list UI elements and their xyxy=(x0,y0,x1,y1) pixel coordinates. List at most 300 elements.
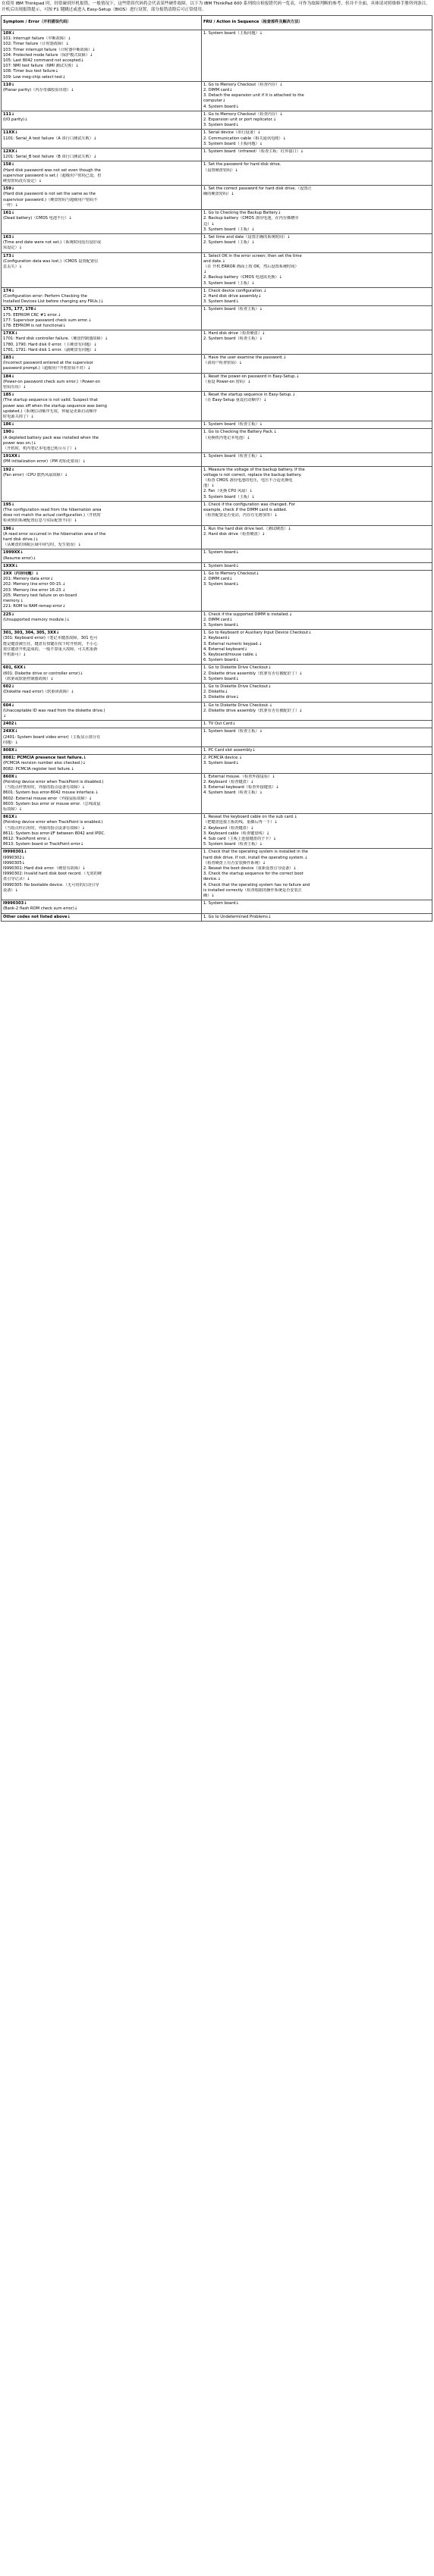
action-line: 3. External numeric keypad.↓ xyxy=(203,641,263,646)
symptom-line: I9990301↓ xyxy=(3,850,27,855)
table-row xyxy=(2,571,432,611)
action-line: 1. System board（检查主板）↓ xyxy=(203,422,263,427)
symptom-line: 301, 303, 304, 305, 3XX↓ xyxy=(3,631,60,636)
action-line: hard disk drive. If not, install the operating system.↓ xyxy=(203,855,308,860)
symptom-cell xyxy=(2,130,202,149)
action-line: 1. Go to Checking the Battery Pack.↓ xyxy=(203,430,277,435)
table-row xyxy=(2,900,432,913)
symptom-line: 2XX（内存问题）↓ xyxy=(3,571,39,577)
action-line: 3. System board（主板问题）↓ xyxy=(203,141,263,146)
symptom-line: (Unacceptable ID was read from the diskette drive.) xyxy=(3,708,105,713)
table-row xyxy=(2,721,432,728)
symptom-line: (Pointing device error when TrackPoint is enabled.) xyxy=(3,820,103,825)
action-line: 池）↓ xyxy=(203,484,215,489)
action-line: 1. System board（infrared）（检查主板：红外接口）↓ xyxy=(203,149,304,155)
action-line: 3. System board↓ xyxy=(203,582,239,587)
action-line: 4. External keyboard↓ xyxy=(203,646,248,652)
table-row xyxy=(2,814,432,849)
action-line: （检查硬盘上有否安装操作系统）↓ xyxy=(203,860,266,865)
action-cell xyxy=(202,252,432,287)
action-line: 1. Set the correct password for hard disk drive.（设置正 xyxy=(203,186,312,192)
action-line: 2. Hard disk drive（检查硬盘）↓ xyxy=(203,531,266,537)
symptom-line: 860X↓ xyxy=(3,774,18,779)
action-line: 4. System board↓ xyxy=(203,104,239,109)
action-line: 2. Diskette drive assembly（软驱有否有被配好了）↓ xyxy=(203,708,303,713)
symptom-line: 174↓ xyxy=(3,288,15,293)
action-line: 1. System board↓ xyxy=(203,901,239,906)
symptom-line: hard disk drive.)↓ xyxy=(3,537,39,543)
symptom-line: 190↓ xyxy=(3,430,15,435)
action-line: （在 开机 ERROR 画面上按 OK，然后设置系统时间） xyxy=(203,264,299,269)
action-line: 2. Diskette drive assembly（软驱有否有被配好了）↓ xyxy=(203,671,303,676)
symptom-line: 205: Memory test failure on on-board xyxy=(3,593,77,598)
action-line: device.↓ xyxy=(203,877,222,882)
symptom-line: 173↓ xyxy=(3,253,15,258)
symptom-line: 12XX↓ xyxy=(3,149,18,155)
symptom-line: 8613: System board or TrackPoint error↓ xyxy=(3,842,84,847)
symptom-line: 能是键盘被压住，键盘有按键在按下时开机时，不小心 xyxy=(3,641,98,646)
action-line: 确）↓ xyxy=(203,894,215,899)
symptom-cell xyxy=(2,453,202,466)
symptom-line: 861X↓ xyxy=(3,815,18,820)
table-row xyxy=(2,429,432,453)
action-cell xyxy=(202,562,432,570)
symptom-line: I9990305↓ xyxy=(3,860,25,865)
action-line: 1. Go to Memory Checkout（检查内存）↓ xyxy=(203,111,283,117)
symptom-line: 设备）↓ xyxy=(3,887,18,893)
symptom-cell xyxy=(2,421,202,429)
symptom-line: 息丢失）↓ xyxy=(3,264,23,269)
symptom-line: (Diskette read error)（软驱读故障）↓ xyxy=(3,690,74,695)
action-cell xyxy=(202,306,432,330)
symptom-line: (Pointing device error when TrackPoint is disabled.) xyxy=(3,779,104,784)
action-cell xyxy=(202,453,432,466)
symptom-line: 8601: System bus error-8042 mouse interface.↓ xyxy=(3,790,99,796)
symptom-line: 203: Memory line error 16-23.↓ xyxy=(3,587,66,593)
symptom-line: 192↓ xyxy=(3,467,15,472)
symptom-line: （软驱或软驱控制器故障）↓ xyxy=(3,676,54,681)
table-row xyxy=(2,665,432,684)
symptom-line: (Fan error)（CPU 散热风扇故障）↓ xyxy=(3,472,68,477)
action-cell xyxy=(202,210,432,234)
symptom-line: 184↓ xyxy=(3,374,15,379)
symptom-line: 105: Last 8042 command not accepted↓ xyxy=(3,58,84,64)
action-cell xyxy=(202,466,432,501)
symptom-line: (Power-on password check sum error.)（Power-on xyxy=(3,379,100,384)
action-line: 3. System board（主板）↓ xyxy=(203,494,255,499)
action-line: is installed correctly（检查根据的操作系统是否安装正 xyxy=(203,887,302,893)
action-cell xyxy=(202,773,432,813)
action-line: 1. External mouse.（检查外接鼠标）↓ xyxy=(203,774,275,779)
symptom-cell xyxy=(2,252,202,287)
action-line: 1. Check if the configuration was changed. For xyxy=(203,502,295,507)
symptom-line: 185↓ xyxy=(3,393,15,398)
action-line: 5. Keyboard/mouse cable.↓ xyxy=(203,652,258,657)
table-row xyxy=(2,630,432,665)
symptom-cell xyxy=(2,429,202,453)
symptom-line: 225↓ xyxy=(3,612,15,617)
action-line: 3. System board↓ xyxy=(203,299,239,305)
table-row xyxy=(2,373,432,392)
symptom-cell xyxy=(2,161,202,186)
symptom-line: password prompt.)（超级用户开机密码不对）↓ xyxy=(3,366,91,371)
action-cell xyxy=(202,665,432,684)
symptom-cell xyxy=(2,702,202,721)
action-line: 2. Keyboard↓ xyxy=(203,636,231,641)
action-line: computer↓ xyxy=(203,99,226,104)
symptom-line: power was off when the startup sequence was being xyxy=(3,403,107,408)
symptom-line: (Bank-2 flash ROM check sum error)↓ xyxy=(3,906,78,912)
action-line: 6. System board↓ xyxy=(203,658,239,663)
action-line: （检查 CMOS 备份电池的电压，电压不合适更换电 xyxy=(203,478,293,484)
action-cell xyxy=(202,30,432,82)
symptom-line: 盘引导记录）↓ xyxy=(3,877,30,882)
symptom-line: (The startup sequence is not valid. Suspect that xyxy=(3,398,98,403)
action-line: （设置硬盘密码）↓ xyxy=(203,167,238,173)
symptom-cell xyxy=(2,525,202,549)
symptom-line: （当指点杆启用时，外接的指点设备有故障）↓ xyxy=(3,825,86,831)
table-row xyxy=(2,392,432,421)
action-cell xyxy=(202,161,432,186)
table-row xyxy=(2,913,432,921)
action-line: 1. Go to Keyboard or Auxiliary Input Device Checkout↓ xyxy=(203,631,312,636)
action-line: 3. System board（主板）↓ xyxy=(203,227,255,232)
symptom-line: supervisor password.)（硬盘密码与超级用户密码不 xyxy=(3,197,98,202)
action-line: 1. System board（检查主板）↓ xyxy=(203,307,263,312)
symptom-line: 101: Interrupt failure（中断故障）↓ xyxy=(3,36,71,42)
action-line: 2. DIMM card↓ xyxy=(203,617,233,622)
symptom-line: 107: NMI test failure（NMI 测试失败）↓ xyxy=(3,64,79,69)
action-cell xyxy=(202,501,432,525)
symptom-line: 186↓ xyxy=(3,422,15,427)
symptom-line: 8081: PCMCIA presence test failure.↓ xyxy=(3,756,86,761)
action-line: 1. Go to Undetermined Problems↓ xyxy=(203,914,272,919)
action-line: 1. System board↓ xyxy=(203,563,239,568)
symptom-cell xyxy=(2,773,202,813)
symptom-line: 175, 177, 178↓ xyxy=(3,307,37,312)
table-row xyxy=(2,755,432,774)
action-line: 1. Set the password for hard disk drive. xyxy=(203,162,281,167)
action-cell xyxy=(202,525,432,549)
table-row xyxy=(2,453,432,466)
symptom-line: 163↓ xyxy=(3,234,15,239)
action-line: （把键盘连接主板的线，重插后再一下）↓ xyxy=(203,820,278,825)
action-line: 1. Hard disk drive（检查硬盘）↓ xyxy=(203,331,266,336)
action-line: 3. System board↓ xyxy=(203,761,239,766)
action-line: 2. DIMM card↓ xyxy=(203,577,233,582)
symptom-cell xyxy=(2,913,202,921)
symptom-cell xyxy=(2,186,202,210)
action-line: 2. Hard disk drive assembly↓ xyxy=(203,293,262,299)
action-cell xyxy=(202,913,432,921)
symptom-line: 221: ROM to RAM remap error↓ xyxy=(3,604,66,609)
symptom-line: 201: Memory data error↓ xyxy=(3,577,54,582)
action-line: 2. DIMM card↓ xyxy=(203,88,233,93)
symptom-line: 104: Protected mode failure（保护模式故障）↓ xyxy=(3,52,93,58)
symptom-line: (2401: System board video error)（主板显示部分有 xyxy=(3,734,101,740)
action-line: 3. Keyboard cable（检查键盘线）↓ xyxy=(203,831,270,836)
action-line: （请用户检查密码）↓ xyxy=(203,361,243,366)
action-line: 1. System board（主板问题）↓ xyxy=(203,31,263,36)
symptom-line: 601, 6XX↓ xyxy=(3,665,27,671)
symptom-cell xyxy=(2,562,202,570)
symptom-line: 159↓ xyxy=(3,186,15,192)
symptom-cell xyxy=(2,111,202,130)
symptom-line: 8612: TrackPoint error.↓ xyxy=(3,837,51,842)
action-line: 4. Sub card（主板上连接键盘的子卡）↓ xyxy=(203,837,277,842)
action-line: 3. Detach the expansion unit if it is attached to the xyxy=(203,93,304,99)
symptom-line: 检读到的系统配置信息与实际配置不同）↓ xyxy=(3,518,77,524)
action-line: 2. System board（检查主板）↓ xyxy=(203,336,263,342)
symptom-cell xyxy=(2,287,202,306)
symptom-line: 8611: System bus error-I/F between 8042 and IPDC. xyxy=(3,831,105,836)
symptom-line: 808X↓ xyxy=(3,747,18,753)
symptom-line: 问题）↓ xyxy=(3,740,18,745)
action-line: 2. System board（主板）↓ xyxy=(203,240,255,246)
action-line: ↓ xyxy=(203,270,207,275)
symptom-line: (I/O parity)↓ xyxy=(3,117,28,123)
symptom-line: 183↓ xyxy=(3,355,15,360)
table-row xyxy=(2,683,432,702)
action-line: 确的硬盘密码）↓ xyxy=(203,192,234,197)
header-symptom: Symptom / Error（开机错误代码） xyxy=(2,16,202,30)
action-line: 2. Reseat the boot device（重新设置引导设备）↓ xyxy=(203,866,297,872)
action-line: 1. Measure the voltage of the backup battery. If the xyxy=(203,467,305,472)
action-line: 3. Diskette drive↓ xyxy=(203,695,240,700)
action-line: 2. Keyboard（检查键盘）↓ xyxy=(203,825,254,831)
symptom-line: (The configuration read from the hibernation area xyxy=(3,508,102,513)
symptom-cell xyxy=(2,373,202,392)
action-line: 3. System board↓ xyxy=(203,622,239,628)
action-line: 3. External keyboard（检查外接键盘）↓ xyxy=(203,785,279,790)
symptom-line: 103: Timer interrupt failure（计时器中断故障）↓ xyxy=(3,47,96,52)
action-line: 2. Keyboard（检查键盘）↓ xyxy=(203,779,254,784)
symptom-cell xyxy=(2,747,202,754)
table-row xyxy=(2,421,432,429)
action-line: 1. Go to Diskette Drive Checkout↓ xyxy=(203,665,272,671)
action-line: 1. Go to Checking the Backup Battery↓ xyxy=(203,211,281,216)
table-row xyxy=(2,354,432,373)
symptom-line: 按住键盘开机造成的，一般不算重大故障，可关机重新 xyxy=(3,646,98,652)
symptom-line: 175: EEPROM CRC #1 error.↓ xyxy=(3,312,61,318)
symptom-line: I9990305: No bootable device.（无可用的启动引导 xyxy=(3,882,99,887)
symptom-cell xyxy=(2,721,202,728)
symptom-line: 1201: Serial_B test failure（B 串行口测试失败）↓ xyxy=(3,155,97,160)
action-cell xyxy=(202,849,432,900)
action-line: 3. System board↓ xyxy=(203,123,239,128)
action-cell xyxy=(202,721,432,728)
table-row xyxy=(2,111,432,130)
action-line: 1. Reseat the keyboard cable on the sub card.↓ xyxy=(203,815,297,820)
symptom-cell xyxy=(2,392,202,421)
action-line: 边）↓ xyxy=(203,221,215,227)
symptom-line: (601: Diskette drive or controller error)↓ xyxy=(3,671,83,676)
header-action: FRU / Action in Sequence（检查部件及解决方法） xyxy=(202,16,432,30)
action-cell xyxy=(202,900,432,913)
action-cell xyxy=(202,373,432,392)
table-row xyxy=(2,161,432,186)
action-line: 2. Diskette↓ xyxy=(203,690,228,695)
action-line: 1. System board↓ xyxy=(203,550,239,556)
symptom-cell xyxy=(2,665,202,684)
document-page xyxy=(0,0,434,923)
symptom-line: 110↓ xyxy=(3,82,15,87)
action-line: 2. Expansion unit or port replicator.↓ xyxy=(203,117,277,123)
symptom-line: 一样）↓ xyxy=(3,202,18,208)
symptom-line: 1999XX↓ xyxy=(3,550,24,556)
symptom-cell xyxy=(2,630,202,665)
intro-paragraph: 在使用 IBM Thinkpad 时，经常碰到开机报错，一般情况下，这些错误代码将会代表某些硬件故障。以下为 IBM ThinkPad 600 系列的自检报错代码一览表，可作为故障判断的参考，但并不全面，具体请对照维修手册所列条目。开机后出现报错提示，可按 F1 键跳过或进入 Easy-Setup（BIOS）进行设置，部分报错清除后可正常使用。 xyxy=(2,2,430,12)
table-row xyxy=(2,773,432,813)
action-line: 1. Go to Diskette Drive Checkout.↓ xyxy=(203,703,273,708)
table-row xyxy=(2,186,432,210)
action-cell xyxy=(202,233,432,252)
symptom-line: I9990302: Invalid hard disk boot record.（无效的硬 xyxy=(3,872,102,877)
symptom-line: 标故障）↓ xyxy=(3,807,23,812)
error-code-table xyxy=(1,15,432,922)
symptom-line: 195↓ xyxy=(3,502,15,507)
action-cell xyxy=(202,814,432,849)
action-cell xyxy=(202,111,432,130)
table-row xyxy=(2,287,432,306)
symptom-line: （开机时，机内笔记本电池已耗尽尽了）↓ xyxy=(3,446,77,452)
symptom-line: ↓ xyxy=(3,713,7,718)
action-cell xyxy=(202,392,432,421)
symptom-line: 196↓ xyxy=(3,526,15,531)
symptom-cell xyxy=(2,849,202,900)
symptom-cell xyxy=(2,30,202,82)
symptom-line: (Hard disk password is not set the same as the xyxy=(3,192,96,197)
action-line: 1. Reset the startup sequence in Easy-Setup.↓ xyxy=(203,393,296,398)
symptom-cell xyxy=(2,728,202,747)
symptom-line: power was on.)↓ xyxy=(3,440,36,446)
action-cell xyxy=(202,287,432,306)
symptom-line: 158↓ xyxy=(3,162,15,167)
symptom-line: (Planar parity)（内存奇偶校验出错）↓ xyxy=(3,88,74,93)
symptom-cell xyxy=(2,683,202,702)
symptom-cell xyxy=(2,571,202,611)
action-line: （检查配置是否变动，内存有无增加等）↓ xyxy=(203,513,278,518)
action-line: 1. Go to Memory Checkout↓ xyxy=(203,571,259,577)
symptom-line: 时电源关掉了）↓ xyxy=(3,415,34,419)
action-line: 1. Set time and date（设置正确的系统时间）↓ xyxy=(203,234,291,239)
action-line: 1. PC Card slot assembly↓ xyxy=(203,747,256,753)
action-cell xyxy=(202,702,432,721)
symptom-line: 108: Timer bus test failure↓ xyxy=(3,69,59,74)
symptom-line: (Unsupported memory module.)↓ xyxy=(3,617,70,622)
table-row xyxy=(2,611,432,630)
action-cell xyxy=(202,571,432,611)
action-cell xyxy=(202,354,432,373)
action-line: 5. System board（检查主板）↓ xyxy=(203,842,263,847)
symptom-line: 11XX↓ xyxy=(3,130,18,136)
symptom-cell xyxy=(2,900,202,913)
symptom-line: (A depleted battery pack was installed when the xyxy=(3,435,99,440)
table-row xyxy=(2,252,432,287)
symptom-line: I9990302↓ xyxy=(3,855,25,860)
symptom-line: 17XX↓ xyxy=(3,331,18,336)
action-cell xyxy=(202,429,432,453)
action-cell xyxy=(202,81,432,111)
table-row xyxy=(2,210,432,234)
symptom-cell xyxy=(2,210,202,234)
action-cell xyxy=(202,611,432,630)
table-row xyxy=(2,525,432,549)
action-line: （在 Easy-Setup 重设启动顺序）↓ xyxy=(203,398,267,403)
action-line: 1. Have the user examine the password.↓ xyxy=(203,355,287,360)
action-line: example, check if the DIMM card is added. xyxy=(203,508,288,513)
symptom-line: (Resume error)↓ xyxy=(3,556,36,561)
symptom-cell xyxy=(2,149,202,161)
symptom-cell xyxy=(2,81,202,111)
symptom-line: (301: Keyboard error)（笔记本键盘故障，301 也可 xyxy=(3,636,98,641)
table-row xyxy=(2,849,432,900)
symptom-line: 602↓ xyxy=(3,684,15,689)
table-row xyxy=(2,747,432,754)
symptom-line: 1781, 1791: Hard disk 1 error.（副硬盘有问题）↓ xyxy=(3,347,97,352)
table-body xyxy=(2,30,432,922)
action-line: voltage is not correct, replace the backup battery. xyxy=(203,472,302,477)
action-cell xyxy=(202,186,432,210)
symptom-cell xyxy=(2,611,202,630)
action-cell xyxy=(202,747,432,754)
action-line: 1. Reset the power-on password in Easy-Setup.↓ xyxy=(203,374,300,379)
table-row xyxy=(2,130,432,149)
action-line: 1. Select OK in the error screen; then set the time xyxy=(203,253,302,258)
table-row xyxy=(2,702,432,721)
symptom-line: 1101: Serial_A test failure（A 串行口测试失败）↓ xyxy=(3,136,97,141)
symptom-line: 191XX↓ xyxy=(3,454,21,459)
symptom-line: (Configuration error: Perform Checking the xyxy=(3,293,87,299)
table-row xyxy=(2,30,432,82)
action-cell xyxy=(202,130,432,149)
action-line: 1. Serial device（串行设备）↓ xyxy=(203,130,261,136)
symptom-line: （当指点杆禁用时，外接的指点设备有故障）↓ xyxy=(3,785,86,790)
symptom-line: 24XX↓ xyxy=(3,729,18,734)
action-cell xyxy=(202,683,432,702)
symptom-line: I9990301: Hard disk error.（硬盘有故障）↓ xyxy=(3,866,86,872)
action-line: 2. Backup battery（CMOS 备份电池，在内存插槽旁 xyxy=(203,216,299,221)
action-line: 2. Fan（更换 CPU 风扇）↓ xyxy=(203,489,253,494)
symptom-line: 8602: External mouse error（外接鼠标故障）↓ xyxy=(3,796,93,801)
symptom-line: Other codes not listed above↓ xyxy=(3,914,71,919)
table-row xyxy=(2,330,432,355)
action-line: 2. Communication cable（相关通讯电缆）↓ xyxy=(203,136,286,141)
symptom-line: does not match the actual configuration.)（开机时 xyxy=(3,513,101,518)
symptom-line: updated.)（系统启动顺序无效，怀疑是更新启动顺序 xyxy=(3,408,97,414)
symptom-line: (A read error occurred in the hibernation area of the xyxy=(3,531,106,537)
symptom-line: 177: Supervisor password check sum error.↓ xyxy=(3,318,92,323)
table-row xyxy=(2,233,432,252)
action-line: 1. Check device configuration.↓ xyxy=(203,288,267,293)
action-line: 4. Check that the operating system has no failure and xyxy=(203,882,310,887)
action-line: 4. System board（检查主板）↓ xyxy=(203,790,263,796)
table-row xyxy=(2,728,432,747)
action-cell xyxy=(202,630,432,665)
symptom-cell xyxy=(2,306,202,330)
symptom-cell xyxy=(2,354,202,373)
action-cell xyxy=(202,549,432,562)
symptom-line: 1780, 1790: Hard disk 0 error.（主硬盘有问题）↓ xyxy=(3,342,97,347)
table-row xyxy=(2,306,432,330)
action-line: 3. System board（主板）↓ xyxy=(203,280,255,286)
action-line: 3. System board↓ xyxy=(203,676,239,681)
symptom-line: 1701: Hard disk controller failure.（硬盘控制器故障）↓ xyxy=(3,336,108,342)
table-row xyxy=(2,466,432,501)
symptom-line: 硬盘密码没有设定）↓ xyxy=(3,179,42,184)
action-line: 2. Backup battery（CMOS 电池需更换）↓ xyxy=(203,275,282,280)
action-cell xyxy=(202,149,432,161)
